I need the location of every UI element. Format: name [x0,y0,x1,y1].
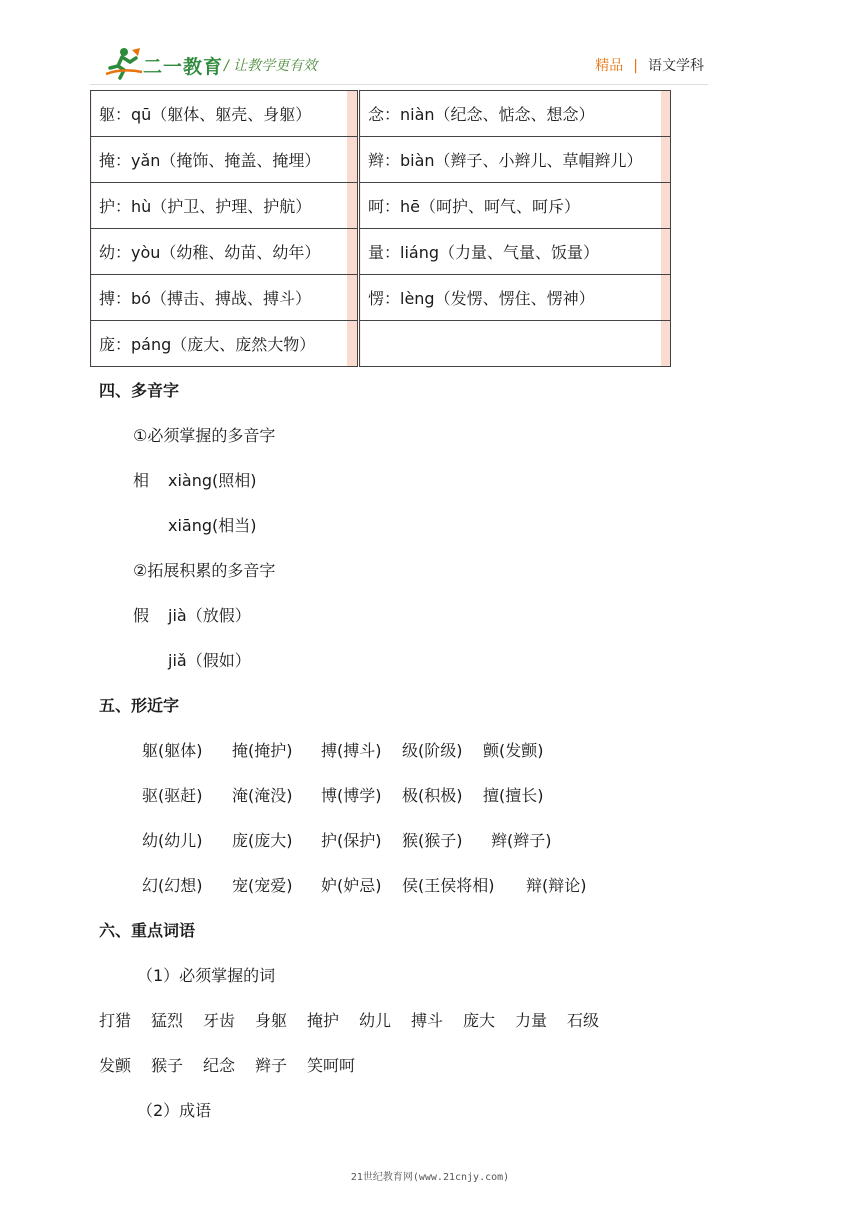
section-title-similar-chars: 五、形近字 [99,696,180,715]
header-divider [90,84,708,85]
table-cell: 幼：yòu（幼稚、幼苗、幼年） [91,229,359,275]
similar-char-item: 庞(庞大) [232,831,293,850]
key-word: 庞大 [463,1011,496,1030]
table-row [91,137,671,183]
table-row [91,275,671,321]
table-row [91,321,671,367]
similar-char-item: 掩(掩护) [232,741,293,760]
subheading-required-polyphones: ①必须掌握的多音字 [133,426,276,445]
table-cell: 护：hù（护卫、护理、护航） [91,183,359,229]
polyphone-char-jia: 假 [133,606,150,625]
similar-char-item: 躯(躯体) [142,741,203,760]
similar-char-item: 护(保护) [321,831,382,850]
polyphone-char-xiang: 相 [133,471,150,490]
polyphone-reading: xiàng(照相) [168,471,257,490]
table-cell: 呵：hē（呵护、呵气、呵斥） [359,183,671,229]
header-separator: | [633,58,638,74]
similar-char-item: 擅(擅长) [483,786,544,805]
table-row [91,229,671,275]
table-row [91,183,671,229]
table-cell: 愣：lèng（发愣、愣住、愣神） [359,275,671,321]
subheading-extended-polyphones: ②拓展积累的多音字 [133,561,276,580]
table-cell: 躯：qū（躯体、躯壳、身躯） [91,91,359,137]
subheading-idioms: （2）成语 [137,1101,212,1120]
page-header [0,0,860,90]
header-right [595,55,704,75]
polyphone-reading: jià（放假） [168,606,251,625]
subheading-required-words: （1）必须掌握的词 [137,966,276,985]
similar-char-item: 侯(王侯将相) [402,876,495,895]
header-slogan: / 让教学更有效 [224,58,318,74]
key-word: 掩护 [307,1011,340,1030]
similar-char-item: 妒(妒忌) [321,876,382,895]
premium-tag: 精品 [595,58,624,74]
table-cell: 掩：yǎn（掩饰、掩盖、掩埋） [91,137,359,183]
page-footer: 21世纪教育网(www.21cnjy.com) [350,1172,510,1183]
runner-logo-icon [104,46,144,80]
similar-char-item: 猴(猴子) [402,831,463,850]
key-word: 搏斗 [411,1011,444,1030]
key-word: 幼儿 [359,1011,392,1030]
table-cell: 量：liáng（力量、气量、饭量） [359,229,671,275]
key-word: 笑呵呵 [307,1056,356,1075]
similar-char-item: 幻(幻想) [142,876,203,895]
key-word: 力量 [515,1011,548,1030]
key-word: 石级 [567,1011,600,1030]
similar-char-item: 级(阶级) [402,741,463,760]
key-word: 辫子 [255,1056,288,1075]
section-title-polyphones: 四、多音字 [99,381,180,400]
similar-char-item: 搏(搏斗) [321,741,382,760]
similar-char-item: 辫(辫子) [491,831,552,850]
similar-char-item: 幼(幼儿) [142,831,203,850]
table-cell: 庞：páng（庞大、庞然大物） [91,321,359,367]
table-cell: 辫：biàn（辫子、小辫儿、草帽辫儿） [359,137,671,183]
key-word: 发颤 [99,1056,132,1075]
subject-label: 语文学科 [648,58,704,74]
similar-char-item: 驱(驱赶) [142,786,203,805]
key-word: 猴子 [151,1056,184,1075]
similar-char-item: 辩(辩论) [526,876,587,895]
key-word: 猛烈 [151,1011,184,1030]
similar-char-item: 博(博学) [321,786,382,805]
table-row [91,91,671,137]
key-word: 纪念 [203,1056,236,1075]
table-cell: 搏：bó（搏击、搏战、搏斗） [91,275,359,321]
section-title-key-words: 六、重点词语 [99,921,196,940]
polyphone-reading: xiāng(相当) [168,516,257,535]
logo-text: 二一教育 [143,56,224,78]
similar-char-item: 淹(淹没) [232,786,293,805]
key-word: 牙齿 [203,1011,236,1030]
similar-char-item: 极(积极) [402,786,463,805]
polyphone-reading: jiǎ（假如） [168,651,251,670]
key-word: 打猎 [99,1011,132,1030]
vocab-table [90,90,671,367]
similar-char-item: 宠(宠爱) [232,876,293,895]
key-word: 身躯 [255,1011,288,1030]
table-cell: 念：niàn（纪念、惦念、想念） [359,91,671,137]
similar-char-item: 颤(发颤) [483,741,544,760]
table-cell [359,321,671,367]
